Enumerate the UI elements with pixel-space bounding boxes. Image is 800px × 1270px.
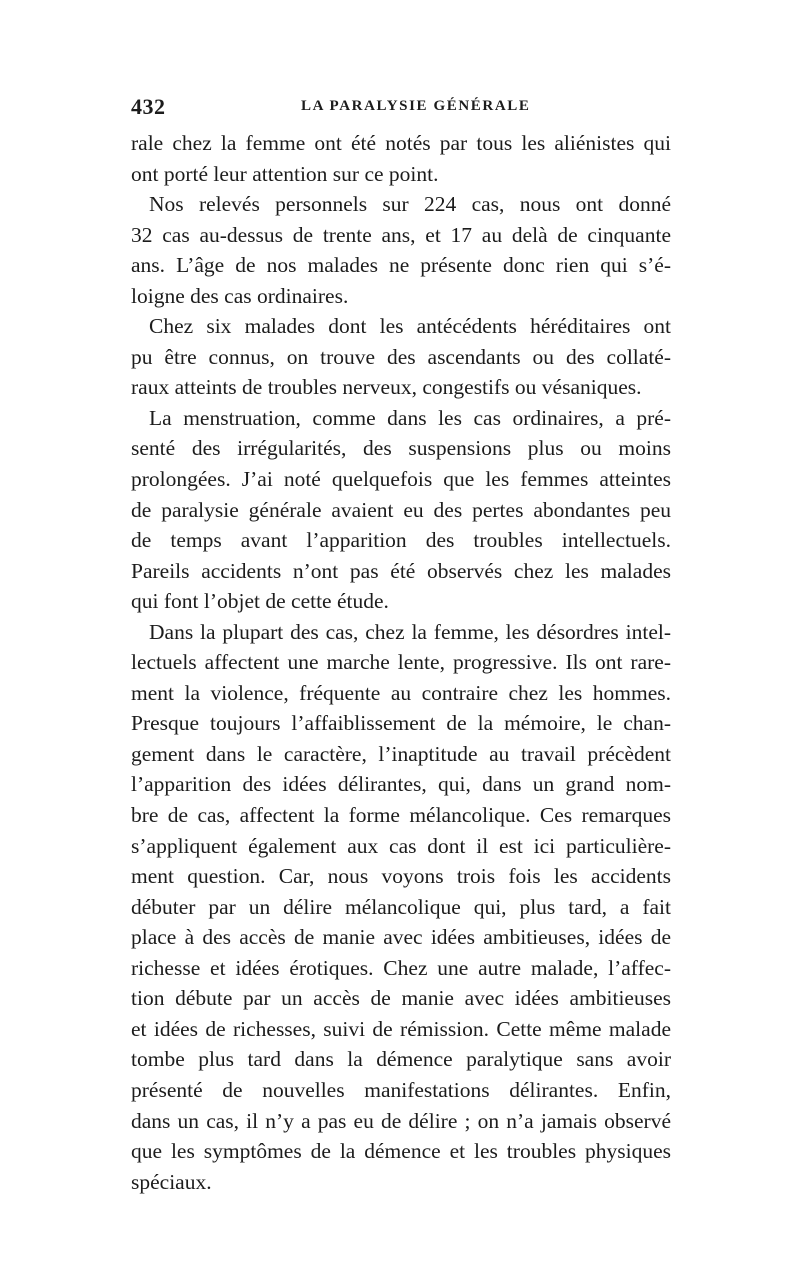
text-line: prolongées. J’ai noté quelquefois que les femmes atteintes [131, 467, 671, 492]
text-line: 32 cas au-dessus de trente ans, et 17 au delà de cinquante [131, 222, 671, 247]
text-line: débuter par un délire mélancolique qui, plus tard, a fait [131, 894, 671, 919]
text-line: Chez six malades dont les antécédents héréditaires ont [149, 314, 671, 339]
page-header [131, 94, 671, 118]
text-line: de paralysie générale avaient eu des pertes abondantes peu [131, 497, 671, 522]
text-line: qui font l’objet de cette étude. [131, 589, 389, 614]
text-line: l’apparition des idées délirantes, qui, dans un grand nom- [131, 772, 671, 797]
text-line: ment la violence, fréquente au contraire chez les hommes. [131, 680, 671, 705]
text-line: ment question. Car, nous voyons trois fois les accidents [131, 864, 671, 889]
text-line: lectuels affectent une marche lente, progressive. Ils ont rare- [131, 650, 671, 675]
text-line: rale chez la femme ont été notés par tous les aliénistes qui [131, 131, 671, 155]
running-title: LA PARALYSIE GÉNÉRALE [301, 98, 531, 114]
text-line: spéciaux. [131, 1169, 212, 1194]
text-line: richesse et idées érotiques. Chez une autre malade, l’affec- [131, 955, 671, 980]
text-line: raux atteints de troubles nerveux, congestifs ou vésaniques. [131, 375, 642, 400]
text-line: Nos relevés personnels sur 224 cas, nous ont donné [149, 192, 671, 217]
text-line: s’appliquent également aux cas dont il est ici particulière- [131, 833, 671, 858]
text-line: gement dans le caractère, l’inaptitude au travail précèdent [131, 741, 671, 766]
text-line: Dans la plupart des cas, chez la femme, les désordres intel- [149, 619, 671, 644]
text-line: La menstruation, comme dans les cas ordinaires, a pré- [149, 405, 671, 430]
text-line: tombe plus tard dans la démence paralytique sans avoir [131, 1047, 671, 1072]
text-line: bre de cas, affectent la forme mélancolique. Ces remarques [131, 803, 671, 828]
text-line: pu être connus, on trouve des ascendants ou des collaté- [131, 344, 671, 369]
text-line: ont porté leur attention sur ce point. [131, 161, 439, 186]
text-line: ans. L’âge de nos malades ne présente donc rien qui s’é- [131, 253, 671, 278]
text-line: de temps avant l’apparition des troubles intellectuels. [131, 528, 671, 553]
body-text [131, 128, 671, 1197]
text-line: loigne des cas ordinaires. [131, 283, 349, 308]
text-line: place à des accès de manie avec idées ambitieuses, idées de [131, 925, 671, 950]
text-line: Pareils accidents n’ont pas été observés chez les malades [131, 558, 671, 583]
text-line: tion débute par un accès de manie avec idées ambitieuses [131, 986, 671, 1011]
text-line: et idées de richesses, suivi de rémission. Cette même malade [131, 1016, 671, 1041]
text-line: que les symptômes de la démence et les troubles physiques [131, 1139, 671, 1164]
page-number: 432 [131, 94, 166, 119]
text-line: dans un cas, il n’y a pas eu de délire ; on n’a jamais observé [131, 1108, 671, 1133]
text-line: senté des irrégularités, des suspensions plus ou moins [131, 436, 671, 461]
text-line: présenté de nouvelles manifestations délirantes. Enfin, [131, 1077, 671, 1102]
text-line: Presque toujours l’affaiblissement de la mémoire, le chan- [131, 711, 671, 736]
